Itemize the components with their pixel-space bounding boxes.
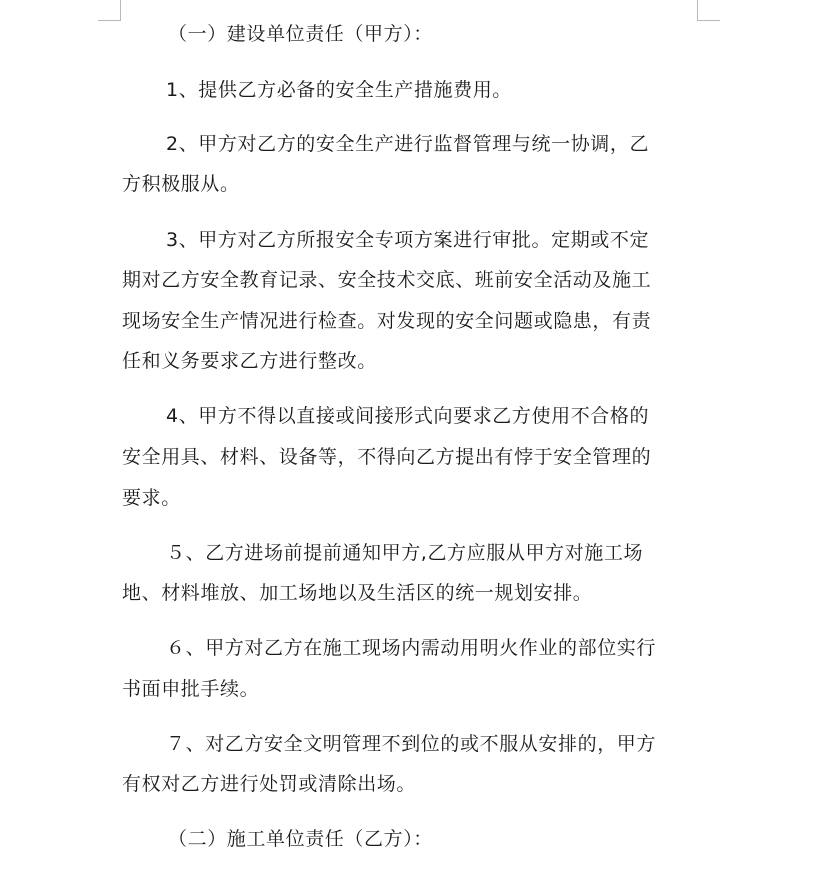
item-7-line-2: 有权对乙方进行处罚或清除出场。	[122, 773, 417, 795]
left-margin-crop-mark	[98, 0, 121, 21]
item-4-line-3: 要求。	[122, 487, 181, 509]
item-6-line-2: 书面申批手续。	[122, 678, 260, 700]
item-4-line-1: 4、甲方不得以直接或间接形式向要求乙方使用不合格的	[166, 405, 650, 427]
item-3-line-2: 期对乙方安全教育记录、安全技术交底、班前安全活动及施工	[122, 269, 652, 291]
item-7-line-1: ７、对乙方安全文明管理不到位的或不服从安排的，甲方	[166, 733, 657, 755]
right-margin-crop-mark	[697, 0, 720, 21]
item-5-line-2: 地、材料堆放、加工场地以及生活区的统一规划安排。	[122, 582, 593, 604]
item-2-line-2: 方积极服从。	[122, 173, 240, 195]
section-a-heading: （一）建设单位责任（甲方）：	[168, 23, 433, 45]
item-2-line-1: 2、甲方对乙方的安全生产进行监督管理与统一协调，乙	[166, 133, 650, 155]
item-4-line-2: 安全用具、材料、设备等，不得向乙方提出有悖于安全管理的	[122, 446, 652, 468]
item-6-line-1: ６、甲方对乙方在施工现场内需动用明火作业的部位实行	[166, 637, 657, 659]
section-b-heading: （二）施工单位责任（乙方）：	[168, 828, 433, 850]
item-5-line-1: ５、乙方进场前提前通知甲方,乙方应服从甲方对施工场	[166, 542, 644, 564]
item-1: 1、提供乙方必备的安全生产措施费用。	[166, 79, 512, 101]
item-3-line-3: 现场安全生产情况进行检查。对发现的安全问题或隐患，有责	[122, 310, 652, 332]
item-3-line-4: 任和义务要求乙方进行整改。	[122, 350, 377, 372]
item-3-line-1: 3、甲方对乙方所报安全专项方案进行审批。定期或不定	[166, 229, 650, 251]
